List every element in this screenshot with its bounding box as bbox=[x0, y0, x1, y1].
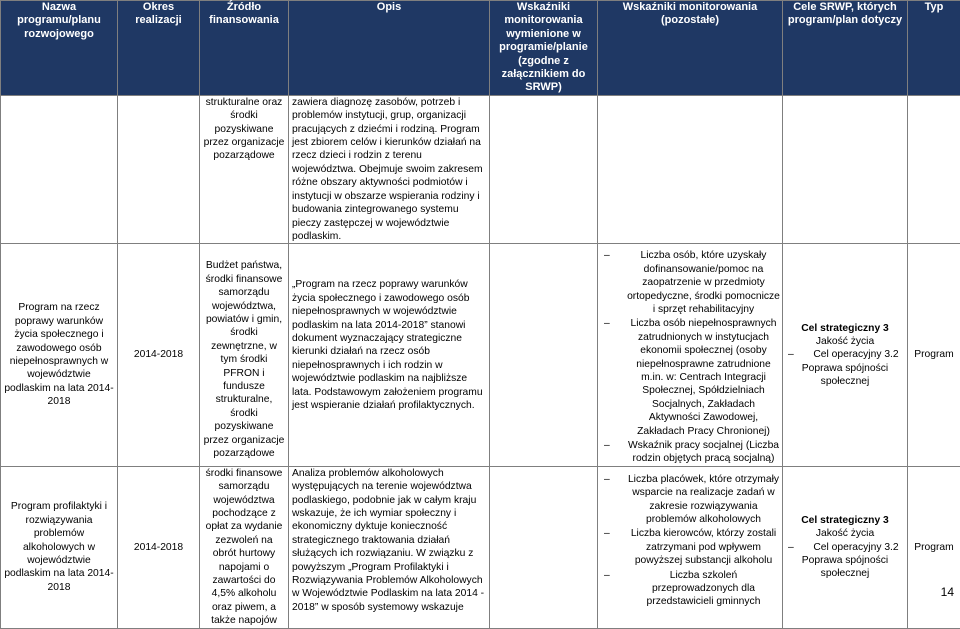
page-number: 14 bbox=[941, 585, 954, 599]
indicator-text: Liczba placówek, które otrzymały wsparcie na realizacje zadań w zakresie rozwiązywania problemów alkoholowych bbox=[627, 473, 780, 527]
zrodlo-finansowania: Budżet państwa, środki finansowe samorządu województwa, powiatów i gmin, środki zewnętrzne, w tym środki PFRON i fundusze strukturalne, środki pozyskiwane przez organizacje pozarządowe bbox=[200, 244, 289, 467]
indicator-item bbox=[600, 439, 780, 466]
indicator-item bbox=[600, 317, 780, 438]
wskazniki-pozostale bbox=[598, 466, 783, 628]
opis-text: zawiera diagnozę zasobów, potrzeb i problemów instytucji, grup, organizacji pracujących z dziećmi i rodziną. Program jest zbiorem celów i kierunków działań na rzecz dzieci i rodzin z terenu województwa. Obejmuje swoim zakresem różne obszary aktywności podmiotów i instytucji w obszarze wspierania rodziny i budowania zintegrowanego systemu pieczy zastępczej w województwie podlaskim. bbox=[292, 96, 486, 243]
opis-text: Analiza problemów alkoholowych występujących na terenie województwa podlaskiego, podobnie jak w całym kraju wskazuje, że ich wymiar społeczny i ekonomiczny dyktuje konieczność strategicznego traktowania działań służących ich rozwiązaniu. W związku z powyższym „Program Profilaktyki i Rozwiązywania Problemów Alkoholowych w Województwie Podlaskim na lata 2014 - 2018” w sposób systemowy wskazuje bbox=[292, 467, 486, 614]
dash-bullet: – bbox=[786, 348, 808, 361]
indicator-item bbox=[600, 569, 780, 609]
indicator-item bbox=[600, 249, 780, 316]
dash-bullet: – bbox=[600, 473, 627, 527]
opis bbox=[289, 244, 490, 467]
indicator-item bbox=[600, 527, 780, 567]
wskazniki-srwp bbox=[490, 244, 598, 467]
opis-text: „Program na rzecz poprawy warunków życia społecznego i zawodowego osób niepełnosprawnych w województwie podlaskim na lata 2014-2018” stanowi dokument wyznaczający strategiczne kierunki działań na rzecz osób niepełnosprawnych i ich rodzin w województwie podlaskim na najbliższe lata. Podstawowym założeniem programu jest wspieranie działań profilaktycznych. bbox=[292, 278, 486, 412]
wskazniki-srwp bbox=[490, 466, 598, 628]
cele-srwp bbox=[783, 244, 908, 467]
table-row bbox=[1, 244, 960, 467]
dash-bullet: – bbox=[600, 317, 627, 438]
wskazniki-pozostale bbox=[598, 244, 783, 467]
header-name: Nazwa programu/planu rozwojowego bbox=[1, 1, 118, 96]
program-name bbox=[1, 95, 118, 243]
dash-bullet: – bbox=[600, 569, 627, 609]
table-row bbox=[1, 466, 960, 628]
cele-srwp bbox=[783, 466, 908, 628]
wskazniki-srwp bbox=[490, 95, 598, 243]
indicator-text: Liczba osób niepełnosprawnych zatrudnionych w instytucjach ekonomii społecznej (osoby niepełnosprawne zatrudnione m.in. w: Centrach Integracji Społecznej, Spółdzielniach Socjalnych, Zakładach Aktywności Zawodowej, Zakładach Pracy Chronionej) bbox=[627, 317, 780, 438]
header-row bbox=[1, 1, 960, 96]
zrodlo-finansowania: środki finansowe samorządu województwa pochodzące z opłat za wydanie zezwoleń na obrót hurtowy napojami o zawartości do 4,5% alkoholu oraz piwem, a także napojów bbox=[200, 466, 289, 628]
header-cele: Cele SRWP, których program/plan dotyczy bbox=[783, 1, 908, 96]
typ: Program bbox=[908, 244, 960, 467]
header-okres: Okres realizacji bbox=[118, 1, 200, 96]
table-row bbox=[1, 95, 960, 243]
okres-realizacji bbox=[118, 95, 200, 243]
goal-subtitle: Jakość życia bbox=[786, 527, 904, 540]
goal-subtitle: Jakość życia bbox=[786, 335, 904, 348]
dash-bullet: – bbox=[786, 541, 808, 554]
goal-title: Cel strategiczny 3 bbox=[786, 322, 904, 335]
wskazniki-pozostale bbox=[598, 95, 783, 243]
program-name: Program profilaktyki i rozwiązywania problemów alkoholowych w województwie podlaskim na lata 2014-2018 bbox=[1, 466, 118, 628]
indicator-text: Wskaźnik pracy socjalnej (Liczba rodzin objętych pracą socjalną) bbox=[627, 439, 780, 466]
header-wskazniki-pozostale: Wskaźniki monitorowania (pozostałe) bbox=[598, 1, 783, 96]
header-wskazniki-srwp: Wskaźniki monitorowania wymienione w programie/planie (zgodne z załącznikiem do SRWP) bbox=[490, 1, 598, 96]
header-typ: Typ bbox=[908, 1, 960, 96]
okres-realizacji: 2014-2018 bbox=[118, 466, 200, 628]
okres-realizacji: 2014-2018 bbox=[118, 244, 200, 467]
indicator-text: Liczba szkoleń przeprowadzonych dla przedstawicieli gminnych bbox=[627, 569, 780, 609]
program-name: Program na rzecz poprawy warunków życia społecznego i zawodowego osób niepełnosprawnych w województwie podlaskim na lata 2014-2018 bbox=[1, 244, 118, 467]
goal-op-desc: Poprawa spójności społecznej bbox=[786, 362, 904, 389]
goal-block bbox=[786, 322, 904, 389]
opis bbox=[289, 466, 490, 628]
goal-operational bbox=[786, 348, 904, 361]
typ bbox=[908, 95, 960, 243]
dash-bullet: – bbox=[600, 439, 627, 466]
dash-bullet: – bbox=[600, 249, 627, 316]
typ: Program bbox=[908, 466, 960, 628]
goal-title: Cel strategiczny 3 bbox=[786, 514, 904, 527]
goal-op-desc: Poprawa spójności społecznej bbox=[786, 554, 904, 581]
indicator-item bbox=[600, 473, 780, 527]
dash-bullet: – bbox=[600, 527, 627, 567]
goal-block bbox=[786, 514, 904, 581]
indicator-text: Liczba osób, które uzyskały dofinansowanie/pomoc na zaopatrzenie w przedmioty ortopedyczne, środki pomocnicze i sprzęt rehabilitacyjny bbox=[627, 249, 780, 316]
goal-op-label: Cel operacyjny 3.2 bbox=[808, 348, 904, 361]
indicator-text: Liczba kierowców, którzy zostali zatrzymani pod wpływem powyższej substancji alkoholu bbox=[627, 527, 780, 567]
goal-op-label: Cel operacyjny 3.2 bbox=[808, 541, 904, 554]
goal-operational bbox=[786, 541, 904, 554]
zrodlo-finansowania: strukturalne oraz środki pozyskiwane przez organizacje pozarządowe bbox=[200, 95, 289, 243]
cele-srwp bbox=[783, 95, 908, 243]
header-opis: Opis bbox=[289, 1, 490, 96]
header-zrodlo: Źródło finansowania bbox=[200, 1, 289, 96]
opis bbox=[289, 95, 490, 243]
